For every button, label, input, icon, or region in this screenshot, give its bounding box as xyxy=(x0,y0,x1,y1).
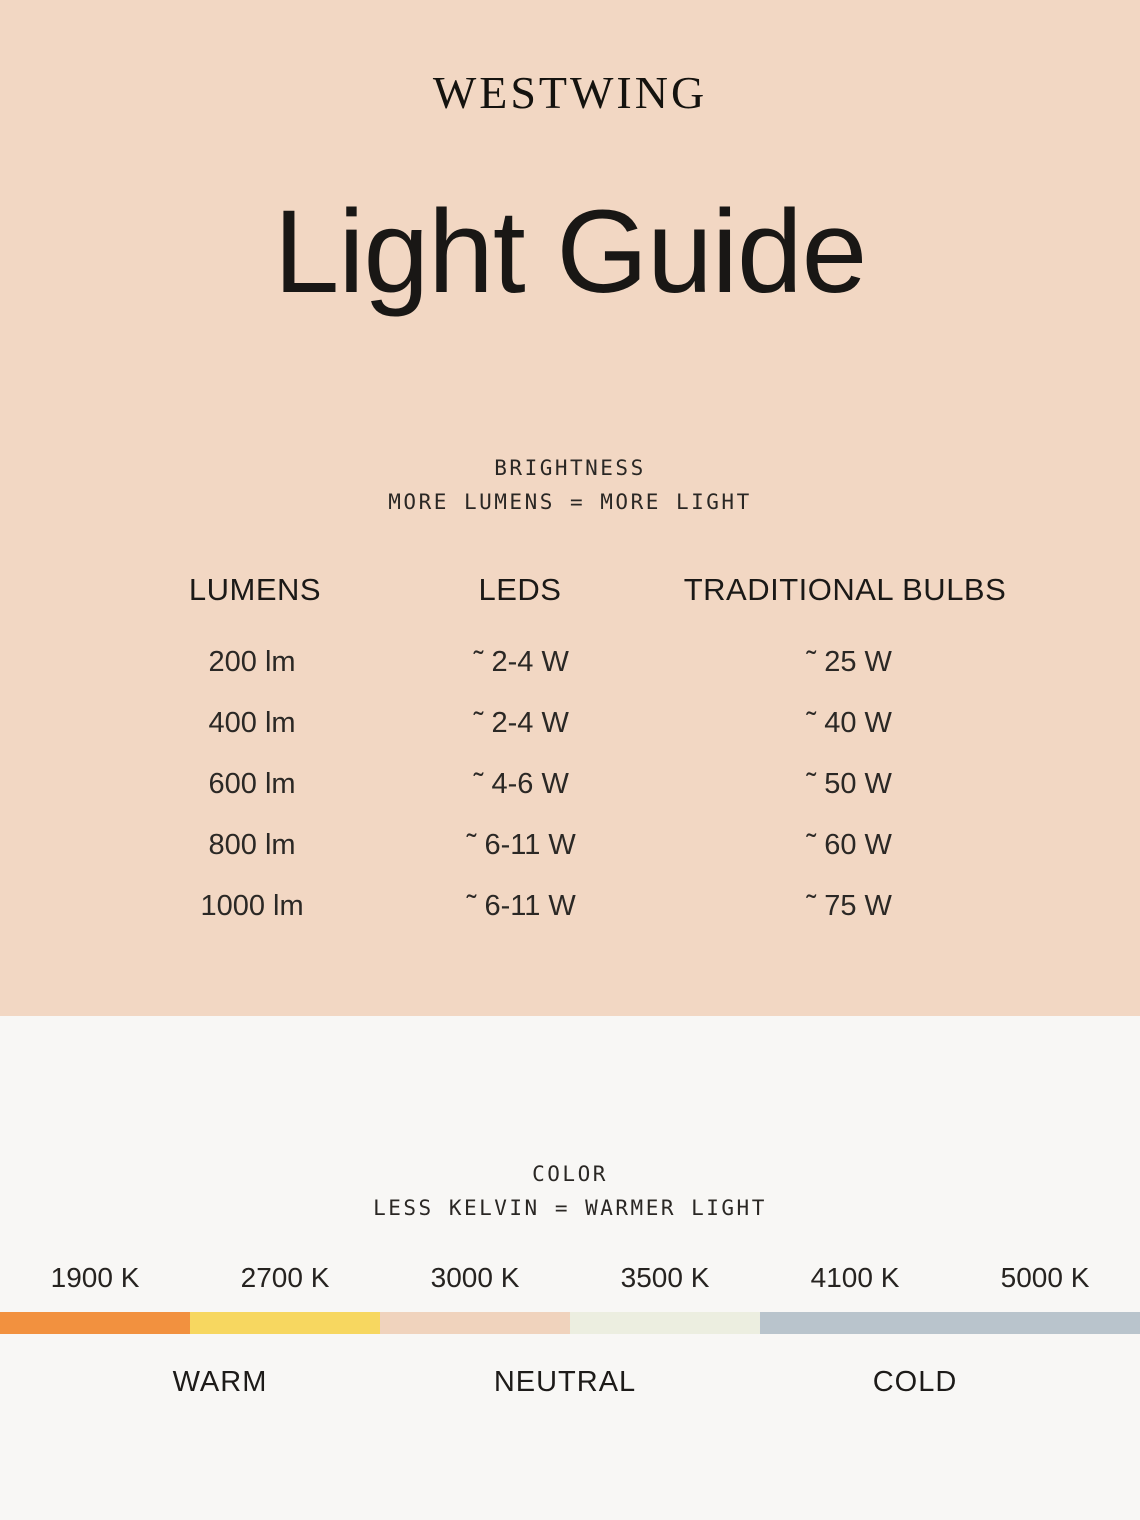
table-row xyxy=(120,754,1040,815)
cell-bulbs: ˜ 75 W xyxy=(806,890,892,922)
cell-bulbs: ˜ 50 W xyxy=(806,768,892,800)
range-label-warm: WARM xyxy=(172,1366,268,1398)
kelvin-scale xyxy=(0,1262,1140,1334)
cell-lumens: 800 lm xyxy=(208,829,296,861)
kelvin-label: 4100 K xyxy=(810,1262,900,1293)
color-swatch xyxy=(760,1312,950,1334)
table-row xyxy=(120,632,1040,693)
table-row xyxy=(120,815,1040,876)
column-header-leds: LEDS xyxy=(478,572,562,607)
color-range-labels xyxy=(0,1366,1140,1399)
brightness-table xyxy=(120,572,1040,937)
kelvin-label: 3500 K xyxy=(620,1262,710,1293)
brand-logo: WESTWING xyxy=(432,67,708,118)
cell-bulbs: ˜ 40 W xyxy=(806,707,892,739)
kelvin-label: 5000 K xyxy=(1000,1262,1090,1293)
range-label-neutral: NEUTRAL xyxy=(493,1366,637,1398)
page-title: Light Guide xyxy=(273,186,867,318)
brightness-caption xyxy=(0,452,1140,519)
kelvin-label: 3000 K xyxy=(430,1262,520,1293)
color-caption-line2: LESS KELVIN = WARMER LIGHT xyxy=(373,1195,767,1220)
color-swatch xyxy=(380,1312,570,1334)
cell-bulbs: ˜ 60 W xyxy=(806,829,892,861)
brightness-caption-line1: BRIGHTNESS xyxy=(494,456,646,480)
kelvin-label: 2700 K xyxy=(240,1262,330,1293)
cell-bulbs: ˜ 25 W xyxy=(806,646,892,678)
color-swatch xyxy=(0,1312,190,1334)
cell-lumens: 600 lm xyxy=(208,768,296,800)
column-header-traditional-bulbs: TRADITIONAL BULBS xyxy=(683,572,1007,607)
table-header-row xyxy=(120,572,1040,632)
cell-lumens: 400 lm xyxy=(208,707,296,739)
kelvin-label: 1900 K xyxy=(50,1262,140,1293)
brightness-caption-line2: MORE LUMENS = MORE LIGHT xyxy=(388,489,752,514)
cell-leds: ˜ 2-4 W xyxy=(473,646,569,678)
color-temperature-bar xyxy=(0,1312,1140,1334)
cell-lumens: 1000 lm xyxy=(200,890,304,922)
color-caption xyxy=(0,1158,1140,1225)
cell-leds: ˜ 6-11 W xyxy=(466,829,576,861)
color-swatch xyxy=(190,1312,380,1334)
color-caption-line1: COLOR xyxy=(532,1162,608,1186)
color-swatch xyxy=(950,1312,1140,1334)
cell-lumens: 200 lm xyxy=(208,646,296,678)
cell-leds: ˜ 6-11 W xyxy=(466,890,576,922)
cell-leds: ˜ 4-6 W xyxy=(473,768,569,800)
table-row xyxy=(120,693,1040,754)
table-row xyxy=(120,876,1040,937)
color-swatch xyxy=(570,1312,760,1334)
kelvin-label-row xyxy=(0,1262,1140,1312)
cell-leds: ˜ 2-4 W xyxy=(473,707,569,739)
column-header-lumens: LUMENS xyxy=(188,572,322,607)
range-label-cold: COLD xyxy=(872,1366,958,1398)
